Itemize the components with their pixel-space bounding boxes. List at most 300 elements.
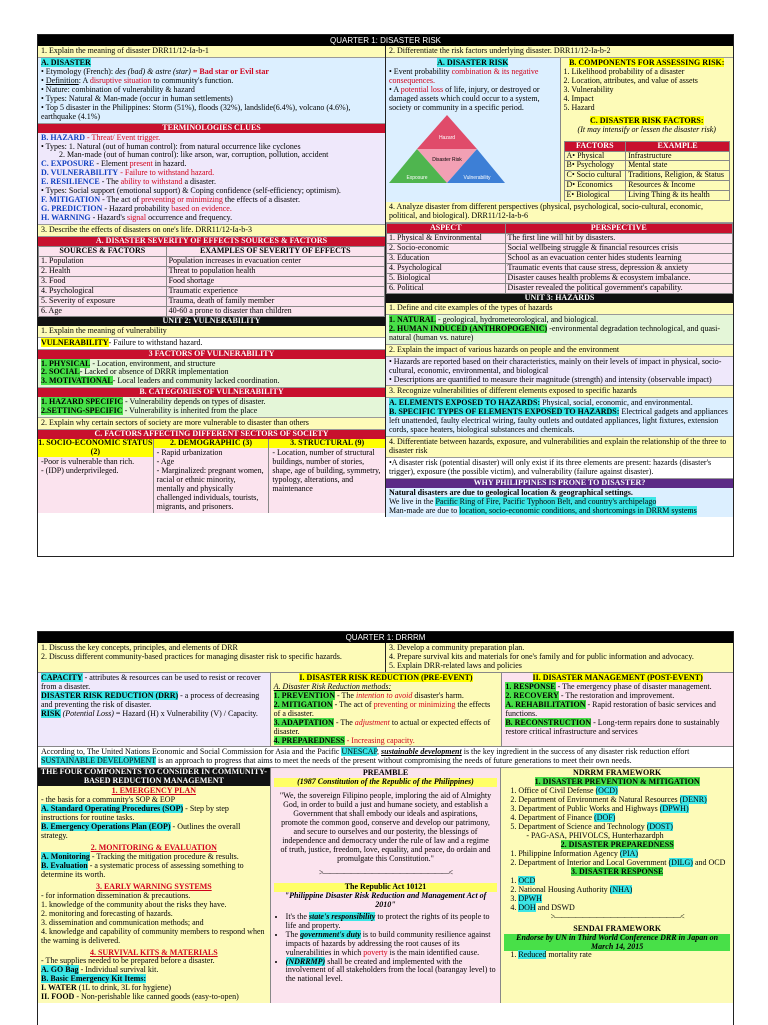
disaster-section: A. DISASTER • Etymology (French): des (bad) & astre (star) = Bad star or Evil star • Definition: A disruptive situation to community's function. • Nature: combination of vulnerability & hazard • Types: Natural & Man-made (occur in human settlements) • Top 5 disaster in the Philippines: Storm (51%), floods (32%), landslide(6.4%), volcano (4.6%), earthquake (4.1%) <box>38 58 385 124</box>
separator-1: >——————————————————< <box>318 867 452 877</box>
mitigation-pre: - The act of <box>100 195 142 205</box>
definition-label: Definition <box>45 75 79 85</box>
early-warning-item: 1. knowledge of the community about the risks they have. <box>41 899 227 909</box>
objectives-left <box>38 643 386 672</box>
risk-pre: • Event probability <box>389 66 452 76</box>
eop-def: - Outlines the overall strategy. <box>41 822 241 841</box>
sendai-item <box>518 951 730 960</box>
sectors-grid <box>38 439 385 513</box>
preparedness-def: - Increasing capacity. <box>344 735 415 745</box>
post-event-box <box>501 673 733 747</box>
sector-structural <box>269 439 385 513</box>
hazard-term: B. HAZARD <box>41 132 86 142</box>
aspect-table <box>386 223 733 294</box>
triangle-label-risk: Disaster Risk <box>432 156 462 163</box>
pre-event-heading: I. DISASTER RISK REDUCTION (PRE-EVENT) <box>299 672 473 682</box>
four-components-col <box>38 768 270 1003</box>
eop-term: B. Emergency Operations Plan (EOP) <box>41 822 171 832</box>
response-def: - The emergency phase of disaster management. <box>555 681 712 691</box>
socio-economic-item: -Poor is vulnerable than rich. <box>41 457 135 467</box>
aspect-cell: 5. Biological <box>387 273 506 283</box>
response-agency-acronym: OCD <box>518 875 536 885</box>
aspect-cell: Disaster revealed the political government's capability. <box>505 283 732 293</box>
recovery-def: - The restoration and improvement. <box>558 690 675 700</box>
rehabilitation-def: - Rapid restoration of basic services and functions. <box>505 699 716 718</box>
sheet1-left-column <box>38 46 386 517</box>
early-warning-item: 4. knowledge and capability of community members to respond when the warning is delivered. <box>41 926 265 945</box>
hazard-impact-2: • Descriptions are quantified to measure their magnitude (strength) and intensity (observable impact) <box>389 374 712 384</box>
ra1-pre: It's the <box>285 911 309 921</box>
reconstruction-term: B. RECONSTRUCTION <box>505 717 592 727</box>
severity-cell: Food shortage <box>166 276 384 286</box>
severity-cell: 40-60 a prone to disaster than children <box>166 306 384 316</box>
hazard-specific-def: - Vulnerability depends on types of disaster. <box>123 397 266 407</box>
disaster-risk-sheet <box>37 34 734 557</box>
vulnerability-term-2: VULNERABILITY <box>41 337 109 347</box>
prevention-agency-acronym: (DOF) <box>594 813 616 823</box>
pre-event-sub: A. Disaster Risk Reduction methods: <box>273 681 392 691</box>
terminologies-section <box>38 133 385 226</box>
objective-hazards-2: 2. Explain the impact of various hazards on people and the environment <box>386 345 733 357</box>
hazard-types-2: 2. Man-made (out of human control): like arson, war, corruption, pollution, accident <box>59 150 329 160</box>
unescap-key: UNESCAP <box>341 747 378 757</box>
emergency-plan-heading: 1. EMERGENCY PLAN <box>111 786 197 796</box>
warning-post: occurrence and frequency. <box>146 213 233 223</box>
factor-cell: E• Biological <box>564 191 626 201</box>
early-warning-heading: 3. EARLY WARNING SYSTEMS <box>95 881 212 891</box>
resilience-pre: - The <box>99 177 121 187</box>
motivational-term: 3. MOTIVATIONAL <box>41 376 113 386</box>
sop-term: A. Standard Operating Procedures (SOP) <box>41 804 184 814</box>
objective-hazards-4: 4. Differentiate between hazards, exposure, and vulnerabilities and explain the relationship of the three to disaster risk <box>386 437 733 458</box>
objective-hazards-3: 3. Recognize vulnerabilities of different elements exposed to specific hazards <box>386 386 733 398</box>
severity-cell: Population increases in evacuation center <box>166 256 384 266</box>
sectors-heading: C. FACTORS AFFECTING DIFFERENT SECTORS OF SOCIETY <box>38 430 385 439</box>
objective-item: 3. Develop a community preparation plan. <box>389 643 525 652</box>
response-agency-acronym: DOH <box>518 902 536 912</box>
ra2-key: government's duty <box>300 929 361 939</box>
aspect-cell: School as an evacuation center hides students learning <box>505 254 732 264</box>
prediction-pre: - Hazard probability <box>102 204 172 214</box>
ra-10121-list <box>274 913 498 985</box>
hazard-specific-term: 1. HAZARD SPECIFIC <box>41 397 124 407</box>
adaptation-post: to actual or expected effects of disaster. <box>273 717 491 736</box>
etymology-meaning: = Bad star or Evil star <box>190 66 269 76</box>
risk-factors-sub: (It may intensify or lessen the disaster risk) <box>577 124 716 134</box>
why-natural: Natural disasters are due to geological location & geographical settings. <box>389 487 633 497</box>
component-item: 3. Vulnerability <box>563 84 614 94</box>
severity-cell: 1. Population <box>39 256 167 266</box>
preamble-text: "We, the sovereign Filipino people, imploring the aid of Almighty God, in order to build a just and humane society, and establish a Government that shall embody our ideals and aspirations, promote the common good, conserve and develop our patrimony, and secure to ourselves and our posterity, the blessings of independence and democracy under the rule of law and a regime of truth, justice, freedom, love, equality, and peace, do ordain and promulgate this Constitution." <box>279 791 492 863</box>
ra2-mid: is to build community resilience against impacts of hazards by addressing the root causes of its vulnerabilities in which <box>285 929 491 957</box>
factor-row <box>564 161 730 171</box>
prevention-agency-acronym: (OCD) <box>595 786 618 796</box>
survival-kit-item: - The supplies needed to be prepared before a disaster. <box>41 956 215 966</box>
severity-table <box>38 246 385 317</box>
elements-term: A. ELEMENTS EXPOSED TO HAZARDS: <box>389 398 541 408</box>
top5-line: • Top 5 disaster in the Philippines: Storm (51%), floods (32%), landslide(6.4%), volcano (4.6%), earthquake (4.1%) <box>41 102 351 121</box>
evaluation-def: - a systematic process of assessing something to determine its worth. <box>41 860 244 879</box>
categories-heading: B. CATEGORIES OF VULNERABILITY <box>38 388 385 397</box>
early-warning-item: - for information dissemination & precautions. <box>41 890 191 900</box>
risk-potential-loss: (Potential Loss) <box>60 708 114 718</box>
categories-section <box>38 397 385 418</box>
factor-cell: Living Thing & its health <box>626 191 730 201</box>
factors-col: FACTORS <box>564 141 626 151</box>
hazard-types-1: • Types: 1. Natural (out of human control): from natural occurrence like cyclones <box>41 141 301 151</box>
triangle-label-exposure: Exposure <box>406 174 428 181</box>
aspect-cell: 1. Physical & Environmental <box>387 234 506 244</box>
sheet-title: QUARTER 1: DISASTER RISK <box>38 35 733 46</box>
exposure-key: present <box>129 159 153 169</box>
risk-triangle-diagram <box>389 113 505 185</box>
aspect-cell: 3. Education <box>387 254 506 264</box>
response-agency-text: National Housing Authority <box>518 884 610 894</box>
severity-cell: 2. Health <box>39 266 167 276</box>
relationship-text: •A disaster risk (potential disaster) will only exist if its three elements are present: hazards (disaster's trigger), exposure (the possible victim), and vulnerability (failure against disaster). <box>386 458 733 479</box>
severity-cell: Trauma, death of family member <box>166 296 384 306</box>
aspect-cell: Disaster causes health problems & ecosystem imbalance. <box>505 273 732 283</box>
hazard-triangle <box>417 115 477 149</box>
ra-item-2 <box>286 931 498 958</box>
hazard-def: - Threat/ Event trigger. <box>85 132 161 142</box>
social-def: - Lacked or absence of DRRR implementation <box>79 367 229 377</box>
warning-key: signal <box>126 213 147 223</box>
severity-row <box>39 296 385 306</box>
monitoring-def: - Tracking the mitigation procedure & results. <box>89 851 239 861</box>
component-item: 4. Impact <box>563 93 594 103</box>
aspect-row <box>387 254 733 264</box>
perspective-col: PERSPECTIVE <box>505 224 732 234</box>
severity-cell: 3. Food <box>39 276 167 286</box>
vulnerability-def-2: - Failure to withstand hazard. <box>108 337 203 347</box>
prevention-agency-text: Department of Science and Technology <box>518 822 647 832</box>
prevention-mitigation-heading: 1. DISASTER PREVENTION & MITIGATION <box>534 777 700 787</box>
mitigation-post: the effects of a disaster. <box>222 195 300 205</box>
preparedness-agency-acronym: (DILG) <box>668 857 693 867</box>
aspect-cell: 6. Political <box>387 283 506 293</box>
resilience-term: E. RESILIENCE <box>41 177 100 187</box>
monitoring-heading: 2. MONITORING & EVALUATION <box>90 843 217 853</box>
monitoring-term: A. Monitoring <box>41 851 90 861</box>
survival-kits-heading: 4. SURVIVAL KITS & MATERIALS <box>89 947 218 957</box>
pre-event-box <box>270 673 502 747</box>
response-agency <box>518 886 730 895</box>
mitigation-key: preventing or minimizing <box>141 195 223 205</box>
adaptation-key: adjustment <box>354 717 390 727</box>
ndrrm-heading: NDRRM FRAMEWORK <box>573 768 662 778</box>
human-induced-term: 2. HUMAN INDUCED (ANTHROPOGENIC) <box>389 323 548 333</box>
preparedness-agency-extra: and OCD <box>692 857 726 867</box>
definition-post: to community's function. <box>151 75 234 85</box>
hazard-impact-1: • Hazards are reported based on their characteristics, mainly on their levels of impact in physical, socio-cultural, economic, environmental, and biological <box>389 356 722 375</box>
ra2-poverty: poverty <box>363 947 388 957</box>
factor-row <box>564 151 730 161</box>
triangle-label-hazard: Hazard <box>438 134 456 141</box>
social-term: 2. SOCIAL <box>41 367 80 377</box>
preparedness-agency-text: Department of Interior and Local Government <box>518 857 669 867</box>
go-bag-term: A. GO Bag <box>41 965 79 975</box>
sector-demographic <box>154 439 270 513</box>
sheet2-bottom-grid <box>38 768 733 1003</box>
severity-cell: 4. Psychological <box>39 286 167 296</box>
drr-overview <box>38 673 733 748</box>
sheet2-title: QUARTER 1: DRRRM <box>38 632 733 643</box>
aspect-cell: Social wellbeing struggle & financial resources crisis <box>505 244 732 254</box>
laws-col <box>270 768 502 1003</box>
adaptation-pre: - The <box>333 717 355 727</box>
objective-item: 2. Discuss different community-based practices for managing disaster risk to specific hazards. <box>41 651 342 661</box>
response-term: 1. RESPONSE <box>505 681 556 691</box>
drr-def: - a process of decreasing and preventing the risk of disaster. <box>41 690 260 709</box>
risk-factors-heading: C. DISASTER RISK FACTORS: <box>589 115 704 125</box>
preamble-heading: PREAMBLE <box>362 768 409 778</box>
ra-item-1 <box>286 913 498 931</box>
natural-term: 1. NATURAL <box>389 314 436 324</box>
why-live-key: Pacific Ring of Fire, Pacific Typhoon Belt, and country's archipelago <box>435 496 657 506</box>
sendai-item-post: mortality rate <box>546 950 592 960</box>
ra-10121-heading: The Republic Act 10121 <box>274 883 498 892</box>
definition-key: disruptive situation <box>89 75 152 85</box>
food-term: II. FOOD <box>41 992 75 1002</box>
factor-row <box>564 191 730 201</box>
sheet2-objectives <box>38 643 733 673</box>
component-item: 1. Likelihood probability of a disaster <box>563 66 685 76</box>
prevention-agency-text: Office of Civil Defense <box>518 786 596 796</box>
evaluation-term: B. Evaluation <box>41 860 88 870</box>
preparedness-agency-acronym: (PIA) <box>619 848 639 858</box>
factor-row <box>564 181 730 191</box>
adaptation-term: 3. ADAPTATION <box>273 717 334 727</box>
prevention-pre: - The <box>335 690 356 700</box>
factors-table <box>564 141 731 202</box>
objective-2: 2. Differentiate the risk factors underlying disaster. DRR11/12-Ia-b-2 <box>386 46 733 58</box>
objective-4: 4. Analyze disaster from different perspectives (physical, psychological, socio-cultural, economic, political, and biological). DRR11/12-Ia-b-6 <box>386 202 733 223</box>
sheet1-columns <box>38 46 733 517</box>
preparedness-heading: 2. DISASTER PREPAREDNESS <box>560 840 674 850</box>
severity-heading: A. DISASTER SEVERITY OF EFFECTS SOURCES & FACTORS <box>38 237 385 246</box>
elements-section <box>386 398 733 437</box>
structural-item: - Location, number of structural buildings, number of stories, shape, age of building, symmetry, typology, alterations, and maintenance <box>272 448 381 493</box>
aspect-cell: 4. Psychological <box>387 264 506 274</box>
severity-row <box>39 286 385 296</box>
objective-3: 3. Describe the effects of disasters on one's life. DRR11/12-Ia-b-3 <box>38 225 385 237</box>
ndrrm-col <box>501 768 733 1003</box>
separator-2: >——————————————————< <box>550 911 684 921</box>
risk-mid: • A <box>389 84 401 94</box>
terminologies-heading: TERMINOLOGIES CLUES <box>38 124 385 133</box>
nature-line: • Nature: combination of vulnerability & hazard <box>41 84 195 94</box>
mitigation2-key: preventing or minimizing <box>373 699 456 709</box>
unit-3-heading: UNIT 3: HAZARDS <box>386 294 733 303</box>
triangle-label-vulnerability: Vulnerability <box>463 174 491 181</box>
mitigation2-pre: - The act of <box>332 699 374 709</box>
disaster-risk-box <box>386 58 560 202</box>
unit-2-heading: UNIT 2: VULNERABILITY <box>38 317 385 326</box>
components-heading: B. COMPONENTS FOR ASSESSING RISK: <box>569 57 725 67</box>
response-agency-acronym: DPWH <box>518 893 542 903</box>
exposure-pre: - Element <box>94 159 130 169</box>
ra1-key: state's responsibility <box>308 911 376 921</box>
sustainable-development-key: SUSTAINABLE DEVELOPMENT <box>41 756 156 766</box>
motivational-def: - Local leaders and community lacked coordination. <box>112 376 280 386</box>
mitigation2-term: 2. MITIGATION <box>273 699 333 709</box>
warning-pre: - Hazard's <box>90 213 127 223</box>
response-list <box>504 877 730 913</box>
resilience-types: • Types: Social support (emotional support) & Coping confidence (self-efficiency; optimism). <box>41 186 341 196</box>
natural-def: - geological, hydrometeorological, and biological. <box>435 314 599 324</box>
aspect-cell: Traumatic events that cause stress, depression & anxiety <box>505 264 732 274</box>
response-agency-extra: and DSWD <box>535 902 575 912</box>
risk-key-1: combination & its negative consequences. <box>389 66 539 85</box>
objective-1: 1. Explain the meaning of disaster DRR11/12-Ia-b-1 <box>38 46 385 58</box>
four-components-heading: THE FOUR COMPONENTS TO CONSIDER IN COMMUNITY-BASED REDUCTION MANAGEMENT <box>38 768 270 786</box>
aspect-cell: The first line will hit by disasters. <box>505 234 732 244</box>
factor-cell: Resources & Income <box>626 181 730 191</box>
ra1-post: to protect the rights of its people to life and property. <box>285 911 490 930</box>
definition-pre: : A <box>78 75 90 85</box>
ra3-key: (NDRRMP) <box>285 956 326 966</box>
factor-cell: C• Socio cultural <box>564 171 626 181</box>
rehabilitation-term: A. REHABILITATION <box>505 699 586 709</box>
risk-grid <box>386 58 733 202</box>
response-heading: 3. DISASTER RESPONSE <box>571 866 664 876</box>
resilience-key: ability to withstand <box>120 177 183 187</box>
objective-item: 5. Explain DRR-related laws and policies <box>389 660 522 670</box>
early-warning-item: 2. monitoring and forecasting of hazards. <box>41 908 173 918</box>
physical-term: 1. PHYSICAL <box>41 358 91 368</box>
hazard-types-section <box>386 315 733 345</box>
socio-economic-item: - (IDP) underprivileged. <box>41 465 119 475</box>
unescap-pre: According to, The United Nations Economic and Social Commission for Asia and the Pacific <box>41 747 342 757</box>
mitigation2-post: the effects of a disaster. <box>273 699 491 718</box>
reconstruction-def: - Long-term repairs done to sustainably restore critical infrastructure and services <box>505 717 720 736</box>
demographic-item: - Age <box>156 457 175 467</box>
prevention-mitigation-list <box>504 787 730 832</box>
human-induced-def: -environmental degradation technological, and quasi-natural (human vs. nature) <box>389 323 721 342</box>
severity-cell: 5. Severity of exposure <box>39 296 167 306</box>
disaster-heading: A. DISASTER <box>41 57 91 67</box>
specific-elements-def: Electrical gadgets and appliances left unattended, faulty electrical wiring, faulty outlets and outdated appliances, light fixtures, extension cords, space heaters, biological substances and chemicals. <box>389 407 728 435</box>
sendai-sub: Endorse by UN in Third World Conference DRR in Japan on March 14, 2015 <box>504 934 730 952</box>
disaster-risk-heading: A. DISASTER RISK <box>437 57 509 67</box>
prevention-key: intention to avoid <box>355 690 413 700</box>
aspect-cell: 2. Socio-economic <box>387 244 506 254</box>
objective-hazards-1: 1. Define and cite examples of the types of hazards <box>386 303 733 315</box>
sheet1-right-column <box>386 46 733 517</box>
unescap-statement <box>38 747 733 768</box>
prevention-agency-text: Department of Public Works and Highways <box>518 804 660 814</box>
recovery-term: 2. RECOVERY <box>505 690 559 700</box>
severity-row <box>39 266 385 276</box>
capacity-box <box>38 673 270 747</box>
early-warning-item: 3. dissemination and communication methods; and <box>41 917 204 927</box>
sector-demographic-title: 2. DEMOGRAPHIC (3) <box>154 439 269 448</box>
why-man-pre: Man-made are due to <box>389 505 460 515</box>
components-box <box>560 58 734 202</box>
factor-cell: Mental state <box>626 161 730 171</box>
warning-term: H. WARNING <box>41 213 91 223</box>
why-philippines-section <box>386 488 733 517</box>
setting-specific-def: - Vulnerability is inherited from the place <box>122 406 258 416</box>
objectives-right <box>386 643 733 672</box>
severity-row <box>39 256 385 266</box>
specific-elements-term: B. SPECIFIC TYPES OF ELEMENTS EXPOSED TO HAZARDS: <box>389 407 620 417</box>
factor-cell: D• Economics <box>564 181 626 191</box>
vulnerability-def: - Failure to withstand hazard. <box>118 168 215 178</box>
why-philippines-heading: WHY PHILIPPINES IS PRONE TO DISASTER? <box>386 479 733 488</box>
prevention-post: disaster's harm. <box>412 690 464 700</box>
demographic-item: - Marginalized: pregnant women, racial or ethnic minority, mentally and physically challenged individuals, tourists, migrants, and prisoners. <box>156 465 264 511</box>
aspect-row <box>387 283 733 293</box>
aspect-row <box>387 273 733 283</box>
vulnerability-term: D. VULNERABILITY <box>41 168 119 178</box>
risk-term: RISK <box>41 708 61 718</box>
objective-item: 4. Prepare survival kits and materials for one's family and for public information and advocacy. <box>389 651 694 661</box>
elements-def: Physical, social, economic, and environmental. <box>540 398 693 408</box>
etymology-label: • Etymology (French): <box>41 66 116 76</box>
aspect-col: ASPECT <box>387 224 506 234</box>
prediction-term: G. PREDICTION <box>41 204 103 214</box>
sector-socio-economic-title: 1. SOCIO-ECONOMIC STATUS (2) <box>38 438 153 457</box>
severity-cell: Traumatic experience <box>166 286 384 296</box>
prevention-agency-acronym: (DOST) <box>646 822 673 832</box>
risk-post: of life, injury, or destroyed or damaged assets which could occur to a system, society or community in a specific period. <box>389 84 540 112</box>
prevention-agency-acronym: (DPWH) <box>659 804 689 814</box>
prevention-agency-acronym: (DENR) <box>679 795 707 805</box>
unescap-post: is the key ingredient in the success of any disaster risk reduction effort <box>461 747 690 757</box>
water-term: I. WATER <box>41 983 77 993</box>
ra2-pre: The <box>285 929 301 939</box>
mitigation-term: F. MITIGATION <box>41 195 101 205</box>
why-live-pre: We live in the <box>389 496 436 506</box>
objective-vulnerability: 1. Explain the meaning of vulnerability <box>38 326 385 338</box>
severity-row <box>39 276 385 286</box>
aspect-row <box>387 244 733 254</box>
basic-kit-term: B. Basic Emergency Kit Items: <box>41 974 147 984</box>
objective-item: 1. Discuss the key concepts, principles, and elements of DRR <box>41 643 238 652</box>
preamble-sub: (1987 Constitution of the Republic of the Philippines) <box>274 778 498 787</box>
severity-cell: Threat to population health <box>166 266 384 276</box>
factors-heading: 3 FACTORS OF VULNERABILITY <box>38 350 385 359</box>
prevention-term: 1. PREVENTION <box>273 690 335 700</box>
ra-item-3 <box>286 958 498 985</box>
ra2-post: is the main identified cause. <box>387 947 480 957</box>
risk-formula: = Hazard (H) x Vulnerability (V) / Capacity. <box>113 708 258 718</box>
component-item: 2. Location, attributes, and value of assets <box>563 75 698 85</box>
go-bag-def: - Individual survival kit. <box>78 965 159 975</box>
severity-cell: 6. Age <box>39 306 167 316</box>
etymology-origin: des (bad) & astre (star) <box>115 66 191 76</box>
drr-term: DISASTER RISK REDUCTION (DRR) <box>41 690 179 700</box>
sector-socio-economic <box>38 439 154 513</box>
factors-section <box>38 359 385 389</box>
preparedness-term: 4. PREPAREDNESS <box>273 735 345 745</box>
sop-def: - Step by step instructions for routine tasks. <box>41 804 229 823</box>
vulnerability-def-line <box>38 338 385 350</box>
exposure-term: C. EXPOSURE <box>41 159 95 169</box>
factor-row <box>564 171 730 181</box>
setting-specific-term: 2.SETTING-SPECIFIC <box>41 406 123 416</box>
hazard-impact-section <box>386 357 733 387</box>
post-event-heading: II. DISASTER MANAGEMENT (POST-EVENT) <box>532 672 703 682</box>
aspect-row <box>387 264 733 274</box>
emergency-plan-basis: - the basis for a community's SOP & EOP <box>41 795 176 805</box>
sendai-item-key: Reduced <box>518 950 547 960</box>
response-agency-acronym: (NHA) <box>609 884 633 894</box>
food-def: - Non-perishable like canned goods (easy-to-open) <box>74 992 239 1002</box>
factor-cell: B• Psychology <box>564 161 626 171</box>
